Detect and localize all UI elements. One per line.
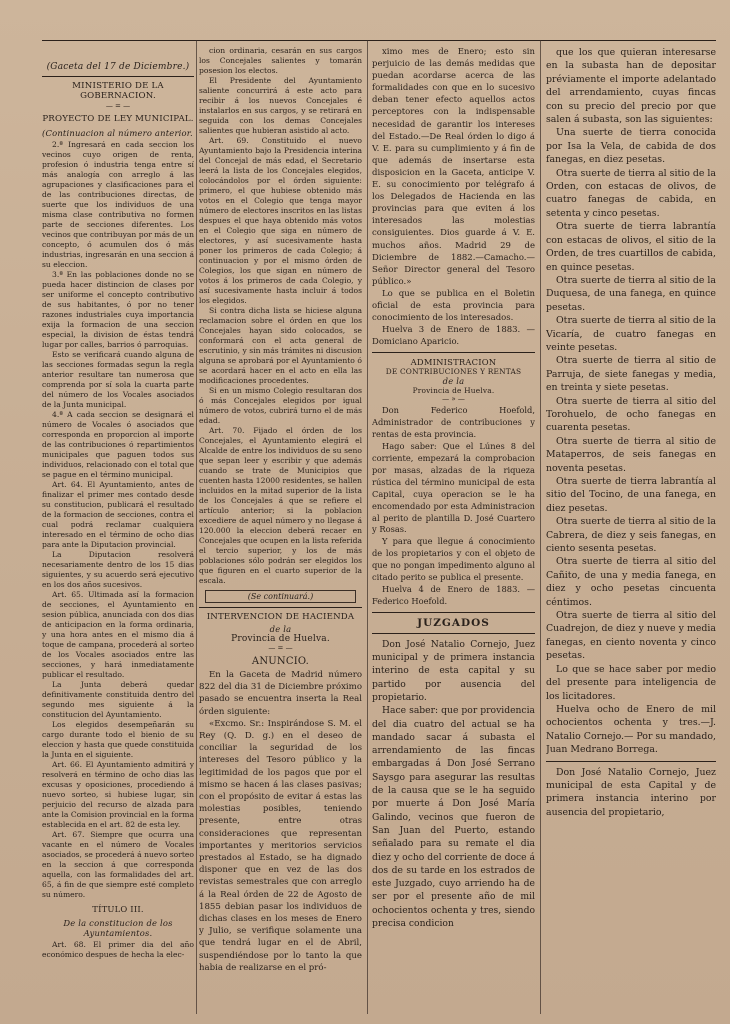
paragraph: Y para que llegue á conocimiento de los propietarios y con el objeto de que no pongan impedimento alguno al citado perito se publica el presente. xyxy=(372,536,535,583)
paragraph: Otra suerte de tierra labrantía con estacas de olivos, el sitio de la Orden, de tres cuartillos de cabida, en quince pesetas. xyxy=(546,221,716,273)
paragraph: 4.ª A cada seccion se designará el número de Vocales ó asociados que corresponda en proporcion al importe de las contribuciones ó repartimientos municipales que paguen todos sus individuos, relacionado con el total que se pague en el término municipal. xyxy=(42,410,194,479)
paragraph: En la Gaceta de Madrid número 822 del dia 31 de Diciembre próximo pasado se encuentra inserta la Real órden siguiente: xyxy=(199,670,362,717)
column-3 xyxy=(372,46,535,930)
divider: — = — xyxy=(268,644,293,652)
paragraph: Lo que se publica en el Boletin oficial de esta provincia para conocimiento de los interesados. xyxy=(372,288,535,324)
paragraph: Otra suerte de tierra al sitio de la Orden, con estacas de olivos, de cuatro fanegas de cabida, en setenta y cinco pesetas. xyxy=(546,167,716,219)
anuncio-heading: ANUNCIO. xyxy=(251,656,310,667)
titulo-heading: TÍTULO III. xyxy=(92,904,144,914)
paragraph: Otra suerte de tierra al sitio de la Duquesa, de una fanega, en quince pesetas. xyxy=(546,274,716,313)
paragraph: ximo mes de Enero; esto sin perjuicio de las demás medidas que puedan acordarse acerca de las formalidades con que en lo sucesivo deban tener efecto aquellos actos perceptores con la indispensable necesidad de garantir los intereses del Estado.—De Real órden lo digo á V. E. para su cumplimiento y á fin de que además de insertarse esta disposicion en la Gaceta, anticipe V. E. su conocimiento por telégrafo á los Delegados de Hacienda en las provincias para que eviten á los interesados las molestias consiguientes. Dios guarde á V. E. muchos años. Madrid 29 de Diciembre de 1882.—Camacho.— Señor Director general del Tesoro público.» xyxy=(372,47,535,287)
paragraph: Don José Natalio Cornejo, Juez municipal y de primera instancia interino de esta capital y su partido por ausencia del propietario. xyxy=(372,638,535,703)
paragraph: Huelva 4 de Enero de 1883. —Federico Hoefold. xyxy=(372,583,535,606)
paragraph: 2.ª Ingresará en cada seccion los vecinos cuyo origen de renta, profesion ó industria tenga entre sí más analogía con arreglo á las agrupaciones y clasificaciones para el de las contribuciones directas, de suerte que los individuos de una misma clase contributiva no formen parte de secciones diferentes. Los vecinos que contribuyan por más de un concepto, ó acumulen dos ó más industrias, ingresarán en una seccion á su eleccion. xyxy=(42,140,194,269)
paragraph: El Presidente del Ayuntamiento saliente concurrirá á este acto para recibir á los nuevos Concejales é instalarlos en sus cargos, y se retirará en seguida con los demas Concejales salientes que hubieran asistido al acto. xyxy=(199,76,362,135)
intervencion-de: de la xyxy=(269,624,292,634)
continuation-note: (Continuacion al número anterior. xyxy=(42,128,193,138)
paragraph: Otra suerte de tierra al sitio de Parruja, de siete fanegas y media, en treinta y siete pesetas. xyxy=(546,355,716,394)
paragraph: Otra suerte de tierra al sitio del Cuadrejon, de diez y nueve y media fanegas, en ciento noventa y cinco pesetas. xyxy=(546,610,716,662)
column-rule xyxy=(540,40,541,1014)
paragraph: cion ordinaria, cesarán en sus cargos los Concejales salientes y tomarán posesion los electos. xyxy=(199,46,362,75)
divider xyxy=(42,76,194,77)
divider xyxy=(372,352,535,353)
column-2 xyxy=(199,46,362,974)
column-rule xyxy=(196,40,197,1014)
divider xyxy=(372,612,535,613)
paragraph: Art. 69. Constituido el nuevo Ayuntamiento bajo la Presidencia interina del Concejal de más edad, el Secretario leerá la lista de los Concejales elegidos, colocándolos por el órden siguiente: primero, el que hubiese obtenido más votos en el Colegio que tenga mayor número de electores inscritos en las listas despues el que haya obtenido más votos en el Colegio que siga en número de electores, y así sucesivamente hasta poner los primeros de cada Colegio; á continuacion y por el mismo órden de Colegios, los que sigan en número de votos á los primeros de cada Colegio, y así sucesivamente hasta incluir á todos los elegidos. xyxy=(199,136,362,305)
paragraph: 3.ª En las poblaciones donde no se pueda hacer distincion de clases por ser uniforme el concepto contributivo de sus habitantes, ó por no tener razones industriales cuya importancia exija la formacion de una seccion especial, la division de éstas tendrá lugar por calles, barrios ó parroquias. xyxy=(42,270,194,349)
paragraph: Otra suerte de tierra al sitio del Torohuelo, de ocho fanegas en cuarenta pesetas. xyxy=(546,395,716,434)
paragraph: Esto se verificará cuando alguna de las secciones formadas segun la regla anterior resultare tan numerosa que comprenda por sí sola la cuarta parte del número de los Vocales asociados de la Junta municipal. xyxy=(42,350,194,409)
paragraph: La Junta deberá quedar definitivamente constituida dentro del segundo mes siguiente á la constitucion del Ayuntamiento. xyxy=(42,680,194,719)
paragraph: Otra suerte de tierra al sitio de Mataperros, de seis fanegas en noventa pesetas. xyxy=(546,435,716,474)
paragraph: Hace saber: que por providencia del dia cuatro del actual se ha mandado sacar á subasta el arrendamiento de las fincas embargadas á Don José Serrano Saysgo para asegurar las resultas de la causa que se le ha seguido por muerte á Don José María Galindo, vecinos que fueron de San Juan del Puerto, estando señalado para su remate el dia diez y ocho del corriente de doce á dos de su tarde en los estrados de este Juzgado, cuyo arriendo ha de ser por el presente año de mil ochocientos ochenta y tres, siendo precisa condicion xyxy=(372,705,535,929)
paragraph: La Diputacion resolverá necesariamente dentro de los 15 dias siguientes, y su acuerdo será ejecutivo en los dos años sucesivos. xyxy=(42,550,194,589)
top-rule xyxy=(42,40,716,41)
divider: — = — xyxy=(105,102,131,110)
paragraph: Art. 64. El Ayuntamiento, antes de finalizar el primer mes contado desde su constitucion, publicará el resultado de la formacion de secciones, contra el cual podrá reclamar cualquiera interesado en el término de ocho dias para ante la Diputacion provincial. xyxy=(42,480,194,549)
intervencion-heading: INTERVENCION DE HACIENDA xyxy=(206,612,355,622)
column-1 xyxy=(42,46,194,960)
admin-subheading: DE CONTRIBUCIONES Y RENTAS xyxy=(385,367,522,377)
paragraph: Don José Natalio Cornejo, Juez municipal de esta Capital y de primera instancia interino por ausencia del propietario, xyxy=(546,766,716,818)
paragraph: Lo que se hace saber por medio del presente para inteligencia de los licitadores. xyxy=(546,663,716,702)
paragraph: Si contra dicha lista se hiciese alguna reclamacion sobre el órden en que los Concejales hayan sido colocados, se conformará con el acta general de escrutinio, y sin más trámites ni discusion alguna se aprobará por el Ayuntamiento ó se acordará hacer en el acto en ella las modificaciones procedentes. xyxy=(199,306,362,385)
paragraph: Art. 68. El primer dia del año económico despues de hecha la elec- xyxy=(42,940,194,959)
paragraph: Otra suerte de tierra al sitio de la Vicaría, de cuatro fanegas en veinte pesetas. xyxy=(546,315,716,353)
paragraph: Art. 66. El Ayuntamiento admitirá y resolverá en término de ocho dias las excusas y oposiciones, procediendo á nuevo sorteo, si hubiese lugar, sin perjuicio del recurso de alzada para ante la Comision provincial en la forma establecida en el art. 82 de esta ley. xyxy=(42,760,194,829)
divider xyxy=(546,761,716,762)
admin-heading: ADMINISTRACION xyxy=(410,357,497,368)
paragraph: que los que quieran interesarse en la subasta han de depositar préviamente el importe adelantado del arrendamiento, cuyas fincas con su precio del precio por que salen á subasta, son las siguientes: xyxy=(546,47,716,126)
paragraph: Otra suerte de tierra labrantía al sitio del Tocino, de una fanega, en diez pesetas. xyxy=(546,476,716,514)
admin-de: de la xyxy=(442,376,465,387)
paragraph: Art. 65. Ultimada así la formacion de secciones, el Ayuntamiento en sesion pública, anunciada con dos dias de anticipacion en la forma ordinaria, y una hora antes en el mismo dia á toque de campana, procederá al sorteo de los Vocales asociados entre las secciones, y hará inmediatamente publicar el resultado. xyxy=(42,590,194,679)
paragraph: Una suerte de tierra conocida por Isa la Vela, de cabida de dos fanegas, en diez pesetas. xyxy=(546,127,716,166)
law-title: PROYECTO DE LEY MUNICIPAL. xyxy=(42,114,194,124)
paragraph: Huelva 3 de Enero de 1883. —Domiciano Aparicio. xyxy=(372,325,535,348)
admin-province: Provincia de Huelva. xyxy=(412,386,495,396)
juzgados-heading: JUZGADOS xyxy=(417,616,490,629)
paragraph: Don Federico Hoefold, Administrador de contribuciones y rentas de esta provincia. xyxy=(372,405,535,440)
paragraph: Otra suerte de tierra al sitio del Cañito, de una y media fanega, en diez y ocho pesetas cincuenta céntimos. xyxy=(546,556,716,608)
intervencion-province: Provincia de Huelva. xyxy=(231,634,330,644)
column-4 xyxy=(546,46,716,819)
divider xyxy=(199,607,362,608)
continuation-box: (Se continuará.) xyxy=(205,590,356,603)
paragraph: «Excmo. Sr.: Inspirándose S. M. el Rey (Q. D. g.) en el deseo de conciliar la seguridad de los intereses del Tesoro público y la legitimidad de los pagos que por el mismo se hacen á las clases pasivas; con el propósito de evitar á estas las molestias posibles, teniendo presente, entre otras consideraciones que representan importantes y meritorios servicios prestados al Estado, se ha dignado disponer que en vez de las dos revistas semestrales que con arreglo á la Real órden de 22 de Agosto de 1855 debian pasar los individuos de dichas clases en los meses de Enero y Julio, se verifique solamente una que tendrá lugar en el de Abril, suspendiéndose por lo tanto la que habia de realizarse en el pró- xyxy=(199,718,362,973)
divider: — » — xyxy=(442,395,465,404)
paragraph: Art. 67. Siempre que ocurra una vacante en el número de Vocales asociados, se procederá á nuevo sorteo en la seccion á que corresponda aquella, con las formalidades del art. 65, á fin de que siempre esté completo su número. xyxy=(42,830,194,899)
titulo-subheading: De la constitucion de los Ayuntamientos. xyxy=(63,918,173,938)
divider xyxy=(372,633,535,634)
gaceta-ref: (Gaceta del 17 de Diciembre.) xyxy=(46,62,190,72)
paragraph: Art. 70. Fijado el órden de los Concejales, el Ayuntamiento elegirá el Alcalde de entre los individuos de su seno que sepan leer y escribir y que además cuando se trate de Municipios que cuenten hasta 12000 residentes, se hallen incluidos en la mitad superior de la lista de los Concejales á que se refiere el artículo anterior; si la poblacion excediere de aquel número y no llegase á 120.000 la eleccion deberá recaer en Concejales que ocupen en la lista referida el tercio superior, y los de más poblaciones sólo podrán ser elegidos los que figuren en el cuarto superior de la escala. xyxy=(199,426,362,585)
paragraph: Si en un mismo Colegio resultaran dos ó más Concejales elegidos por igual número de votos, cubrirá turno el de más edad. xyxy=(199,386,362,425)
ministry-heading: MINISTERIO DE LA GOBERNACION. xyxy=(72,81,164,101)
column-rule xyxy=(367,40,368,1014)
paragraph: Los elegidos desempeñarán su cargo durante todo el bienio de su eleccion y hasta que quede constituida la Junta en el siguiente. xyxy=(42,720,194,759)
paragraph: Huelva ocho de Enero de mil ochocientos ochenta y tres.—J. Natalio Cornejo.— Por su mandado, Juan Medrano Borrega. xyxy=(546,703,716,756)
paragraph: Hago saber: Que el Lúnes 8 del corriente, empezará la comprobacion por masas, alzadas de la riqueza rústica del término municipal de esta Capital, cuya operacion se le ha encomendado por esta Administracion al perito de plantilla D. José Cuartero y Rosas. xyxy=(372,441,535,535)
paragraph: Otra suerte de tierra al sitio de la Cabrera, de diez y seis fanegas, en ciento sesenta pesetas. xyxy=(546,516,716,555)
